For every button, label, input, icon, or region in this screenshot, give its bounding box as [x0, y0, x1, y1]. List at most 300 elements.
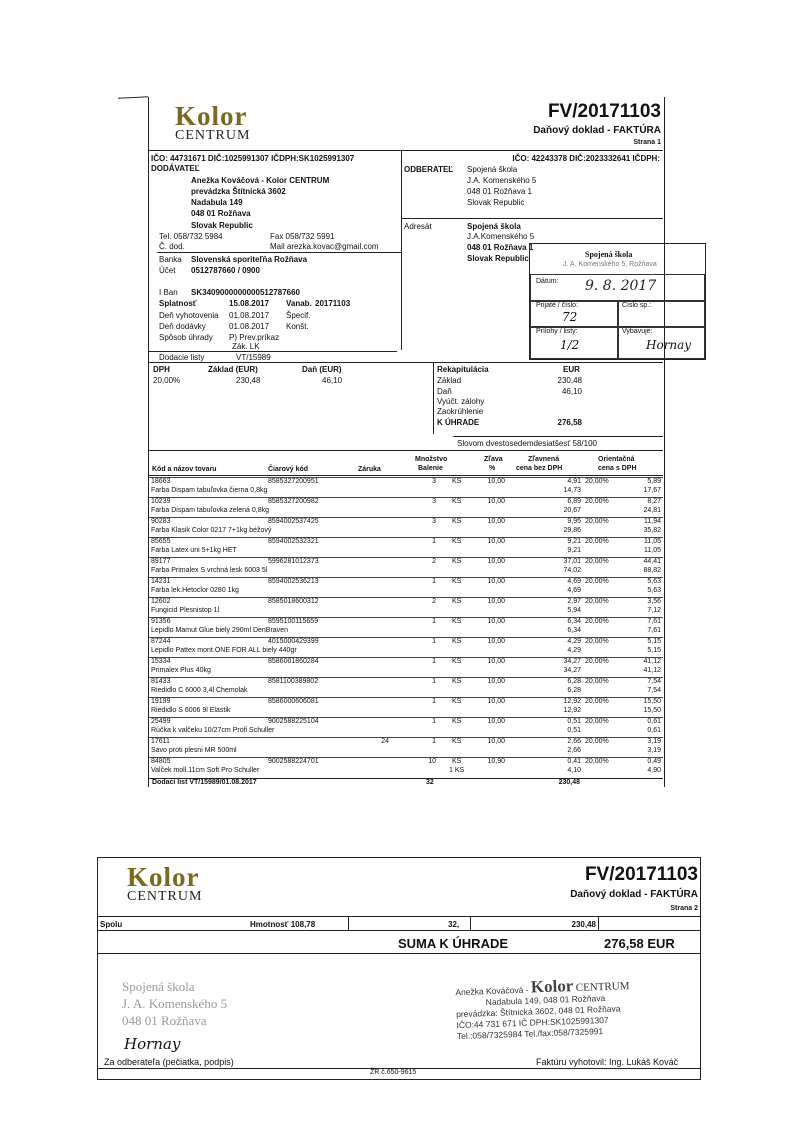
issue-date-label: Deň vyhotovenia: [159, 311, 219, 320]
item-up: 2,66: [567, 738, 581, 745]
total-amount: 230,48: [571, 920, 596, 929]
supplier-address: 048 01 Rožňava: [191, 209, 251, 218]
supplier-address: prevádzka Štítnická 3602: [191, 187, 286, 196]
item-upv: 0,61: [647, 718, 661, 725]
supplier-ids: IČO: 44731671 DIČ:1025991307 IČDPH:SK1025991307: [151, 154, 355, 163]
supplier-email: Mail arezka.kovac@gmail.com: [270, 242, 379, 251]
column-header-quantity: Množstvo: [415, 456, 448, 463]
vat-header-rate: DPH: [153, 365, 170, 374]
addressee-address: J.A.Komenského 5: [467, 232, 535, 241]
buyer-stamp-line: 048 01 Rožňava: [122, 1013, 207, 1028]
item-up: 2,97: [567, 598, 581, 605]
item-ean: 8581100389802: [268, 678, 319, 685]
stamp-address: J. A. Komenského 5, Rožňava: [563, 261, 657, 268]
stamp-handler-signature: Hornay: [646, 338, 692, 352]
item-name: Valček moll.11cm Soft Pro Schuller: [151, 767, 260, 774]
item-disc: 10,00: [487, 518, 505, 525]
item-code: 10239: [151, 498, 171, 505]
item-unit: KS: [452, 678, 462, 685]
item-up: 12,92: [563, 698, 581, 705]
divider: [401, 218, 663, 219]
item-up: 6,28: [567, 678, 581, 685]
item-ean: 4015000429399: [268, 638, 319, 645]
logo: [127, 862, 202, 905]
divider: [453, 436, 663, 437]
buyer-stamp-line: Spojená škola: [122, 979, 195, 994]
item-tot: 5,94: [567, 607, 581, 614]
item-ean: 8594002536213: [268, 578, 319, 585]
table-footer-total: 230,48: [558, 779, 580, 786]
registry-stamp: [529, 243, 706, 360]
item-vr: 20,00%: [585, 538, 609, 545]
iban: SK3409000000000512787660: [191, 288, 300, 297]
item-qty: 10: [428, 758, 436, 765]
item-totv: 41,12: [643, 667, 661, 674]
item-upv: 44,41: [643, 558, 661, 565]
divider: [157, 252, 401, 253]
item-vr: 20,00%: [585, 498, 609, 505]
seller-stamp: [455, 976, 697, 1042]
item-upv: 3,19: [647, 738, 661, 745]
divider: [97, 857, 98, 1080]
column-header-barcode: Čiarový kód: [268, 466, 309, 473]
item-up: 6,89: [567, 498, 581, 505]
seller-stamp-logo-sub: CENTRUM: [575, 980, 630, 994]
item-vr: 20,00%: [585, 758, 609, 765]
divider: [149, 351, 397, 352]
item-up: 4,91: [567, 478, 581, 485]
item-unit: KS: [452, 658, 462, 665]
item-totv: 11,05: [644, 547, 661, 554]
supplier-fax: Fax 058/732 5991: [270, 232, 335, 241]
item-name: Lepidlo Mamut Glue biely 290ml DenBraven: [151, 627, 288, 634]
supplier-country: Slovak Republic: [191, 221, 253, 230]
document-type: Daňový doklad - FAKTÚRA: [533, 125, 661, 136]
divider: [97, 930, 701, 931]
item-up: 37,01: [563, 558, 581, 565]
item-vr: 20,00%: [585, 658, 609, 665]
seller-stamp-line: IČO:44 731 671 IČ DPH:SK1025991307: [456, 1014, 609, 1031]
item-upv: 0,49: [647, 758, 661, 765]
buyer-stamp: [122, 978, 227, 1029]
item-totv: 0,61: [647, 727, 661, 734]
item-upv: 7,54: [647, 678, 661, 685]
item-code: 25499: [151, 718, 171, 725]
divider: [401, 150, 402, 350]
table-footer-quantity: 32: [426, 779, 434, 786]
item-disc: 10,00: [487, 578, 505, 585]
item-disc: 10,00: [487, 538, 505, 545]
sum-due-label: SUMA K ÚHRADE: [398, 936, 509, 951]
account-label: Účet: [159, 266, 176, 275]
item-upv: 3,56: [647, 598, 661, 605]
item-up: 0,51: [567, 718, 581, 725]
item-tot: 4,69: [567, 587, 581, 594]
item-vr: 20,00%: [585, 618, 609, 625]
logo: [175, 101, 250, 144]
item-ean: 5996281012373: [268, 558, 319, 565]
item-disc: 10,90: [487, 758, 505, 765]
column-header-gross-price: Orientačná: [598, 456, 635, 463]
item-name: Riedidlo C 6000 3,4l Chemolak: [151, 687, 248, 694]
item-name: Farba Klasik Color 0217 7+1kg béžový: [151, 527, 272, 534]
variable-symbol-label: Vanab.: [286, 299, 312, 308]
item-tot: 0,51: [567, 727, 581, 734]
item-totv: 3,19: [647, 747, 661, 754]
invoice-number: FV/20171103: [547, 101, 661, 122]
logo-subtitle: CENTRUM: [127, 889, 203, 904]
item-tot: 6,34: [567, 627, 581, 634]
specific-symbol-label: Špecif.: [286, 311, 311, 320]
item-ean: 8585327200951: [268, 478, 319, 485]
bank-label: Banka: [159, 255, 182, 264]
item-qty: 1: [432, 578, 436, 585]
divider: [97, 953, 701, 954]
item-vr: 20,00%: [585, 478, 609, 485]
payment-method-label: Spôsob úhrady: [159, 333, 213, 342]
iban-label: I Ban: [159, 288, 178, 297]
item-tot: 4,10: [567, 767, 581, 774]
item-unit: KS: [452, 638, 462, 645]
item-code: 90283: [151, 518, 171, 525]
divider: [149, 150, 663, 151]
item-unit: KS: [452, 518, 462, 525]
item-vr: 20,00%: [585, 598, 609, 605]
item-totv: 88,82: [643, 567, 661, 574]
item-unit: KS: [452, 478, 462, 485]
supplier-address: Nadabula 149: [191, 198, 243, 207]
vat-base: 230,48: [236, 376, 261, 385]
item-totv: 15,50: [643, 707, 661, 714]
item-upv: 11,05: [644, 538, 661, 545]
item-ean: 8586000606081: [268, 698, 319, 705]
item-upv: 5,89: [647, 478, 661, 485]
delivery-notes: VT/15989: [236, 353, 271, 362]
divider: [348, 916, 349, 930]
divider: [97, 857, 701, 858]
item-unit: KS: [452, 698, 462, 705]
item-name: Rúčka k valčeku 10/27cm Profi Schuller: [151, 727, 275, 734]
item-ean: 8585327200982: [268, 498, 319, 505]
supplier-name: Anežka Kováčová - Kolor CENTRUM: [191, 176, 330, 185]
column-header-warranty: Záruka: [358, 466, 381, 473]
item-name: Farba Dispam tabuľovka zelená 0,8kg: [151, 507, 269, 514]
buyer-address: J.A. Komenského 5: [467, 176, 537, 185]
item-qty: 3: [432, 518, 436, 525]
item-code: 84805: [151, 758, 171, 765]
item-disc: 10,00: [487, 678, 505, 685]
column-header-gross-price-sub: cena s DPH: [598, 465, 637, 472]
stamp-attachments-label: Prílohy / listy:: [536, 328, 578, 335]
item-tot: 14,73: [563, 487, 581, 494]
item-upv: 8,27: [647, 498, 661, 505]
item-name: Riedidlo S 6006 9l Elastik: [151, 707, 231, 714]
item-tot: 2,66: [567, 747, 581, 754]
item-disc: 10,00: [487, 558, 505, 565]
item-ean: 8585018600312: [268, 598, 319, 605]
stamp-reg-handwritten: 72: [562, 310, 578, 324]
buyer-signature-label: Za odberateľa (pečiatka, podpis): [104, 1057, 234, 1067]
item-ean: 8595100115659: [268, 618, 319, 625]
item-up: 6,34: [567, 618, 581, 625]
item-totv: 17,67: [643, 487, 661, 494]
item-up: 0,41: [567, 758, 581, 765]
item-name: Fungicid Plesnistop 1l: [151, 607, 220, 614]
item-unit: KS: [452, 598, 462, 605]
column-header-net-price: Zľavnená: [528, 456, 560, 463]
recap-base-label: Základ: [437, 376, 462, 385]
issue-date: 01.08.2017: [229, 311, 270, 320]
item-vr: 20,00%: [585, 698, 609, 705]
total-weight: Hmotnosť 108,78: [250, 920, 316, 929]
column-header-package: Balenie: [418, 465, 443, 472]
due-date-label: Splatnosť: [159, 299, 197, 308]
column-header-net-price-sub: cena bez DPH: [516, 465, 563, 472]
item-code: 81433: [151, 678, 171, 685]
divider: [433, 362, 434, 434]
buyer-name: Spojená škola: [467, 165, 518, 174]
column-header-item: Kód a názov tovaru: [152, 466, 217, 473]
delivery-number-label: Č. dod.: [159, 242, 185, 251]
item-tot: 6,28: [567, 687, 581, 694]
item-vr: 20,00%: [585, 738, 609, 745]
total-label: Spolu: [100, 920, 123, 929]
item-unit: KS: [452, 538, 462, 545]
total-quantity: 32,: [448, 920, 460, 929]
divider: [149, 362, 663, 363]
item-unit: KS: [452, 498, 462, 505]
item-vr: 20,00%: [585, 678, 609, 685]
item-qty: 2: [432, 558, 436, 565]
item-name: Farba Primalex S vrchná lesk 6003 5l: [151, 567, 268, 574]
item-qty: 1: [432, 618, 436, 625]
item-totv: 35,82: [643, 527, 661, 534]
item-totv: 7,54: [647, 687, 661, 694]
seller-stamp-line: Tel.:058/7325984 Tel./fax:058/7325991: [456, 1026, 604, 1042]
stamp-file-label: Číslo sp.:: [622, 302, 652, 309]
item-totv: 24,81: [643, 507, 661, 514]
recap-currency: EUR: [563, 365, 580, 374]
item-code: 87244: [151, 638, 171, 645]
recap-total-label: K ÚHRADE: [437, 418, 480, 427]
item-code: 19199: [151, 698, 171, 705]
payment-method: P) Prev.príkaz: [229, 333, 280, 342]
item-up: 4,29: [567, 638, 581, 645]
stamp-date-handwritten: 9. 8. 2017: [585, 278, 657, 294]
stamp-attachments-handwritten: 1/2: [560, 338, 580, 352]
addressee-name: Spojená škola: [467, 222, 521, 231]
addressee-country: Slovak Republic: [467, 254, 529, 263]
recap-advance-label: Vyúčt. zálohy: [437, 397, 485, 406]
item-disc: 10,00: [487, 638, 505, 645]
stamp-date-label: Dátum:: [536, 278, 559, 285]
delivery-date-label: Deň dodávky: [159, 322, 206, 331]
item-code: 91356: [151, 618, 171, 625]
buyer-signature: Hornay: [124, 1035, 181, 1053]
item-disc: 10,00: [487, 498, 505, 505]
item-code: 85655: [151, 538, 171, 545]
divider: [470, 916, 471, 930]
column-header-discount-pct: %: [489, 465, 496, 472]
item-upv: 5,15: [647, 638, 661, 645]
supplier-phone: Tel. 058/732 5984: [159, 232, 223, 241]
item-tot: 29,86: [563, 527, 581, 534]
recap-tax-label: Daň: [437, 387, 452, 396]
item-tot: 9,21: [567, 547, 581, 554]
logo-subtitle: CENTRUM: [175, 128, 251, 143]
recap-total: 276,58: [557, 418, 582, 427]
item-totv: 5,15: [647, 647, 661, 654]
stamp-reg-label: Prijaté / číslo:: [536, 302, 579, 309]
scan-mark: [118, 96, 148, 99]
item-vr: 20,00%: [585, 518, 609, 525]
buyer-address: 048 01 Rožňava 1: [467, 187, 532, 196]
buyer-ids: IČO: 42243378 DIČ:2023332641 IČDPH:: [512, 154, 660, 163]
item-vr: 20,00%: [585, 558, 609, 565]
item-qty: 3: [432, 498, 436, 505]
stamp-name: Spojená škola: [585, 250, 633, 259]
vat-tax: 46,10: [322, 376, 343, 385]
buyer-label: ODBERATEĽ: [404, 165, 454, 174]
item-upv: 41,12: [643, 658, 661, 665]
due-date: 15.08.2017: [229, 299, 270, 308]
item-code: 14231: [151, 578, 171, 585]
item-vr: 20,00%: [585, 638, 609, 645]
item-unit2: 1 KS: [449, 767, 465, 774]
recap-tax: 46,10: [561, 387, 582, 396]
item-ean: 9002588225104: [268, 718, 319, 725]
item-war: 24: [381, 738, 389, 745]
document-type: Daňový doklad - FAKTÚRA: [570, 889, 698, 900]
addressee-label: Adresát: [404, 222, 432, 231]
item-qty: 1: [432, 638, 436, 645]
divider: [700, 857, 701, 1080]
item-qty: 1: [432, 658, 436, 665]
item-upv: 11,94: [644, 518, 661, 525]
item-qty: 1: [432, 738, 436, 745]
stamp-handler-label: Vybavuje:: [622, 328, 653, 335]
item-ean: 8594002537425: [268, 518, 319, 525]
divider: [97, 916, 701, 917]
item-disc: 10,00: [487, 738, 505, 745]
item-name: Lepidlo Pattex mont.ONE FOR ALL biely 440gr: [151, 647, 297, 654]
item-ean: 8586001860284: [268, 658, 319, 665]
item-disc: 10,00: [487, 618, 505, 625]
customer-code: Zák. LK: [232, 342, 260, 351]
amount-in-words: Slovom dvestosedemdesiatšesť 58/100: [457, 439, 597, 448]
item-totv: 4,90: [647, 767, 661, 774]
seller-stamp-name: Anežka Kováčová -: [455, 984, 529, 998]
item-vr: 20,00%: [585, 578, 609, 585]
item-vr: 20,00%: [585, 718, 609, 725]
page-number: Strana 1: [633, 139, 661, 146]
logo-wordmark: Kolor: [175, 101, 248, 131]
item-qty: 1: [432, 678, 436, 685]
buyer-stamp-line: J. A. Komenského 5: [122, 996, 228, 1011]
vat-header-base: Základ (EUR): [208, 365, 258, 374]
invoice-number: FV/20171103: [584, 864, 698, 885]
issuer-label: Faktúru vyhotovil: Ing. Lukáš Kováč: [536, 1057, 679, 1067]
item-unit: KS: [452, 558, 462, 565]
item-up: 9,21: [567, 538, 581, 545]
item-upv: 5,63: [647, 578, 661, 585]
recap-base: 230,48: [557, 376, 582, 385]
recap-rounding-label: Zaokrúhlenie: [437, 407, 484, 416]
sum-due: 276,58 EUR: [604, 936, 675, 951]
addressee-address: 048 01 Rožňava 1: [467, 243, 534, 252]
recap-title: Rekapitulácia: [437, 365, 489, 374]
item-name: Farba Dispam tabuľovka čierna 0,8kg: [151, 487, 268, 494]
item-name: Savo proti plesni MR 500ml: [151, 747, 237, 754]
item-name: Primalex Plus 40kg: [151, 667, 211, 674]
seller-stamp-line: prevádzka: Štítnická 3602, 048 01 Rožňava: [455, 1003, 621, 1020]
buyer-country: Slovak Republic: [467, 198, 525, 207]
item-up: 9,95: [567, 518, 581, 525]
delivery-date: 01.08.2017: [229, 322, 270, 331]
trade-register-number: ŽR č.650-9615: [370, 1069, 417, 1076]
item-ean: 8594002532321: [268, 538, 319, 545]
item-qty: 1: [432, 538, 436, 545]
page-number: Strana 2: [670, 905, 698, 912]
item-disc: 10,00: [487, 718, 505, 725]
item-code: 15334: [151, 658, 171, 665]
variable-symbol: 20171103: [315, 299, 351, 308]
item-up: 34,27: [563, 658, 581, 665]
item-code: 17611: [151, 738, 170, 745]
item-disc: 10,00: [487, 698, 505, 705]
logo-wordmark: Kolor: [127, 862, 200, 892]
item-totv: 7,12: [647, 607, 661, 614]
item-upv: 15,50: [643, 698, 661, 705]
item-qty: 1: [432, 698, 436, 705]
item-code: 12602: [151, 598, 171, 605]
column-header-discount: Zľava: [484, 456, 503, 463]
vat-header-tax: Daň (EUR): [302, 365, 342, 374]
item-tot: 12,92: [563, 707, 581, 714]
item-name: Farba Latex uni 5+1kg HET: [151, 547, 237, 554]
vat-rate: 20,00%: [153, 376, 181, 385]
item-code: 18663: [151, 478, 171, 485]
item-tot: 74,02: [563, 567, 581, 574]
item-up: 4,69: [567, 578, 581, 585]
item-unit: KS: [452, 718, 462, 725]
item-unit: KS: [452, 618, 462, 625]
constant-symbol-label: Konšt.: [286, 322, 309, 331]
item-unit: KS: [452, 578, 462, 585]
divider: [149, 450, 663, 451]
bank-name: Slovenská sporiteľňa Rožňava: [191, 255, 308, 264]
account-number: 0512787660 / 0900: [191, 266, 260, 275]
supplier-label: DODÁVATEĽ: [151, 164, 200, 173]
divider: [149, 475, 663, 476]
item-name: Farba lek.Hetoclor 0280 1kg: [151, 587, 239, 594]
item-qty: 1: [432, 718, 436, 725]
item-ean: 9002588224701: [268, 758, 319, 765]
item-unit: KS: [452, 738, 462, 745]
item-disc: 10,00: [487, 478, 505, 485]
item-tot: 34,27: [563, 667, 581, 674]
seller-stamp-logo: Kolor: [530, 976, 574, 997]
item-unit: KS: [452, 758, 462, 765]
divider: [97, 1079, 701, 1080]
delivery-notes-label: Dodacie listy: [159, 353, 205, 362]
item-tot: 20,67: [563, 507, 581, 514]
item-disc: 10,00: [487, 658, 505, 665]
table-footer-label: Dodací list VT/15989/01.08.2017: [152, 779, 257, 786]
divider: [598, 916, 599, 930]
item-upv: 7,61: [647, 618, 661, 625]
item-totv: 5,63: [647, 587, 661, 594]
